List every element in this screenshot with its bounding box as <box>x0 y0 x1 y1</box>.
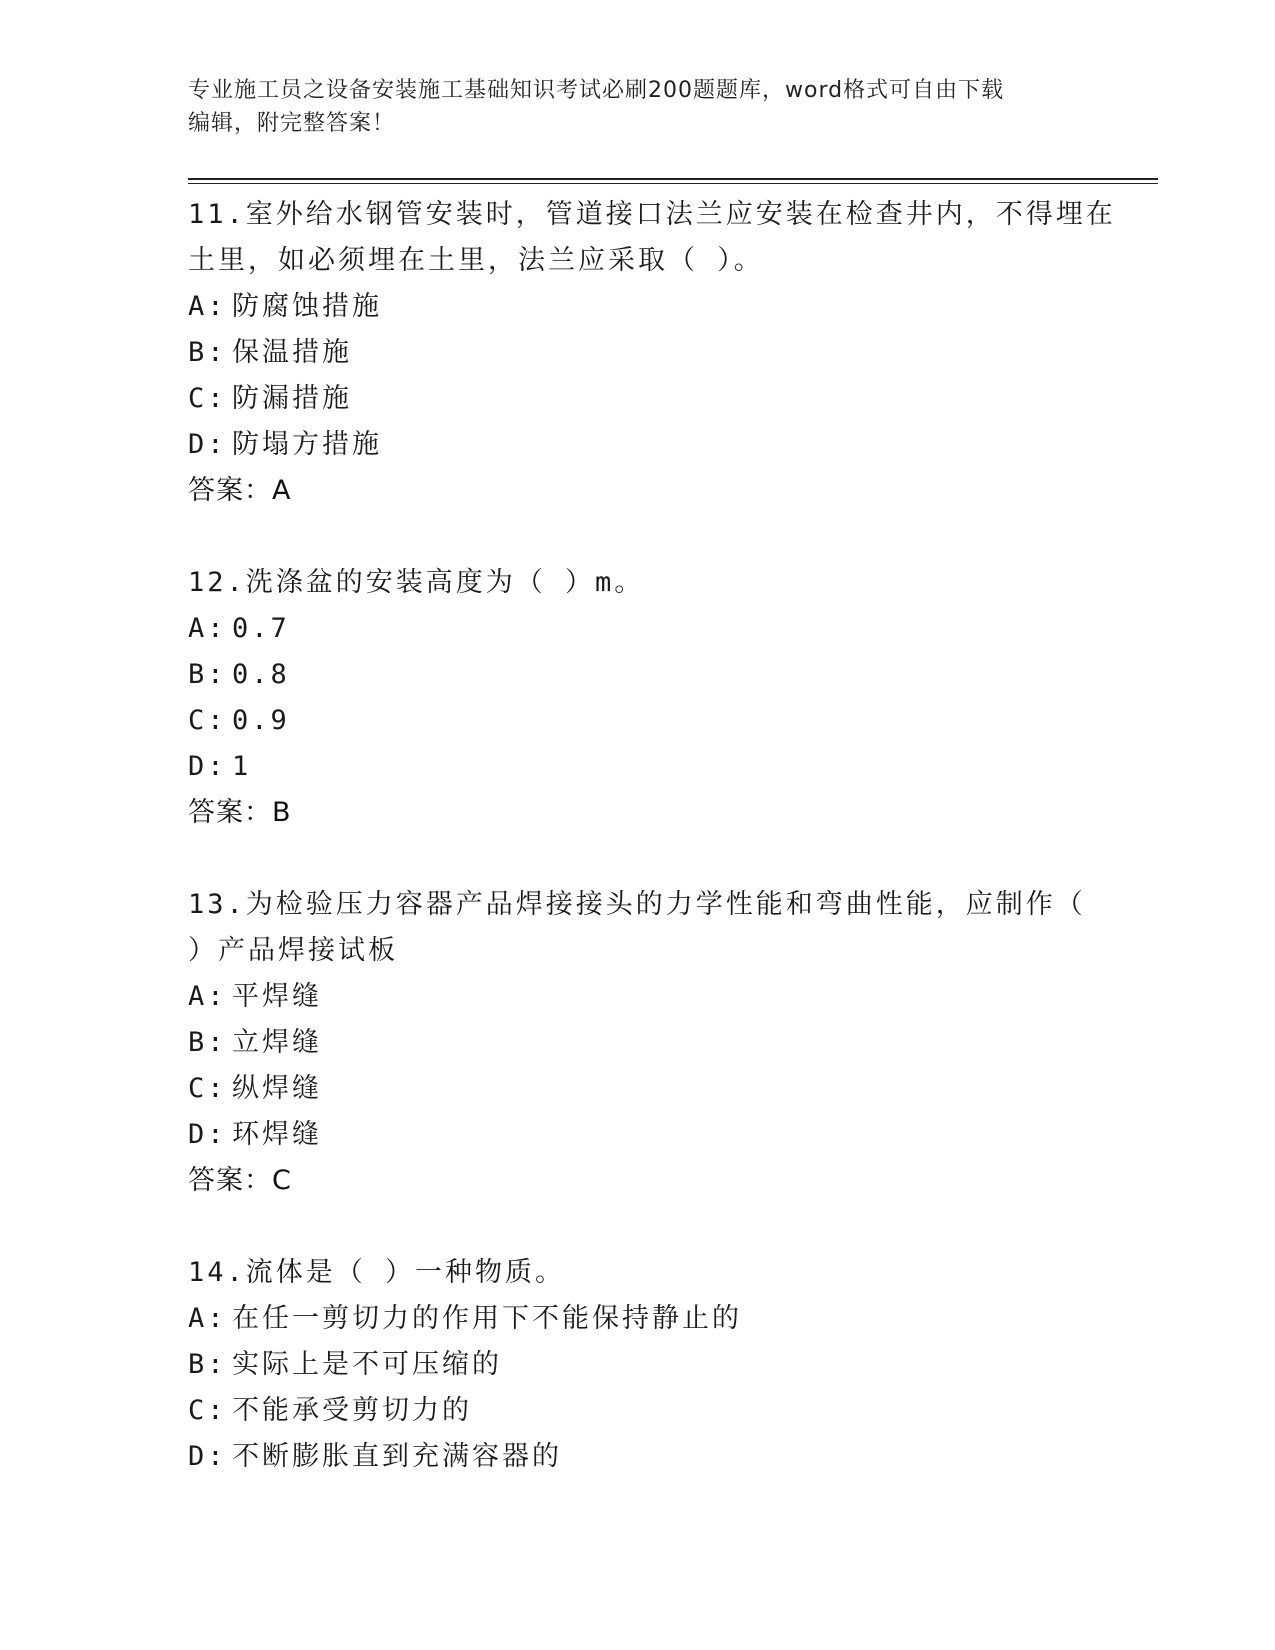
option-letter: D: <box>188 751 227 782</box>
option-text: 在任一剪切力的作用下不能保持静止的 <box>232 1303 742 1334</box>
option-letter: D: <box>188 1119 227 1150</box>
option-letter: D: <box>188 1441 227 1472</box>
option-letter: A: <box>188 613 227 644</box>
option-text: 1 <box>232 751 252 782</box>
option-a <box>188 974 1088 1020</box>
option-text: 防漏措施 <box>232 383 352 414</box>
option-d <box>188 422 1088 468</box>
option-letter: C: <box>188 1073 227 1104</box>
option-letter: A: <box>188 981 227 1012</box>
answer-line: 答案：A <box>188 475 292 506</box>
answer-line: 答案：B <box>188 797 292 828</box>
option-letter: A: <box>188 1303 227 1334</box>
option-text: 0.8 <box>232 659 290 690</box>
option-b <box>188 652 1088 698</box>
option-text: 立焊缝 <box>232 1027 322 1058</box>
option-letter: C: <box>188 705 227 736</box>
question-stem-line: 11.室外给水钢管安装时，管道接口法兰应安装在检查井内，不得埋在 <box>188 199 1116 230</box>
option-letter: D: <box>188 429 227 460</box>
question-stem-line: 土里，如必须埋在土里，法兰应采取（ ）。 <box>188 245 764 276</box>
header-line-2: 编辑，附完整答案！ <box>188 111 396 136</box>
option-letter: C: <box>188 1395 227 1426</box>
option-text: 保温措施 <box>232 337 352 368</box>
option-text: 防腐蚀措施 <box>232 291 382 322</box>
option-d <box>188 1112 1088 1158</box>
option-a <box>188 606 1088 652</box>
option-text: 环焊缝 <box>232 1119 322 1150</box>
option-letter: B: <box>188 659 227 690</box>
option-b <box>188 330 1088 376</box>
option-text: 实际上是不可压缩的 <box>232 1349 502 1380</box>
header-divider-thin <box>188 183 1158 184</box>
option-letter: B: <box>188 1027 227 1058</box>
option-d <box>188 744 1088 790</box>
option-d <box>188 1434 1088 1480</box>
option-c <box>188 698 1088 744</box>
question-stem-line: 13.为检验压力容器产品焊接接头的力学性能和弯曲性能，应制作（ <box>188 889 1086 920</box>
question-12 <box>188 560 1088 836</box>
header-line-1: 专业施工员之设备安装施工基础知识考试必刷200题题库，word格式可自由下载 <box>188 78 1005 103</box>
question-stem-line: ）产品焊接试板 <box>188 935 398 966</box>
option-letter: A: <box>188 291 227 322</box>
option-text: 防塌方措施 <box>232 429 382 460</box>
option-text: 纵焊缝 <box>232 1073 322 1104</box>
option-text: 0.9 <box>232 705 290 736</box>
option-c <box>188 1066 1088 1112</box>
question-14 <box>188 1250 1088 1480</box>
option-letter: B: <box>188 337 227 368</box>
option-c <box>188 376 1088 422</box>
question-11 <box>188 192 1116 514</box>
question-13 <box>188 882 1088 1204</box>
document-header <box>188 74 1088 140</box>
option-b <box>188 1020 1088 1066</box>
question-stem-line: 14.流体是（ ）一种物质。 <box>188 1257 566 1288</box>
option-letter: B: <box>188 1349 227 1380</box>
header-divider-thick <box>188 178 1158 180</box>
option-a <box>188 1296 1088 1342</box>
option-text: 0.7 <box>232 613 290 644</box>
question-list <box>188 192 1116 1480</box>
answer-line: 答案：C <box>188 1165 292 1196</box>
option-b <box>188 1342 1088 1388</box>
question-stem-line: 12.洗涤盆的安装高度为（ ）m。 <box>188 567 645 598</box>
option-text: 平焊缝 <box>232 981 322 1012</box>
option-text: 不断膨胀直到充满容器的 <box>232 1441 562 1472</box>
option-a <box>188 284 1088 330</box>
option-letter: C: <box>188 383 227 414</box>
option-c <box>188 1388 1088 1434</box>
option-text: 不能承受剪切力的 <box>232 1395 472 1426</box>
